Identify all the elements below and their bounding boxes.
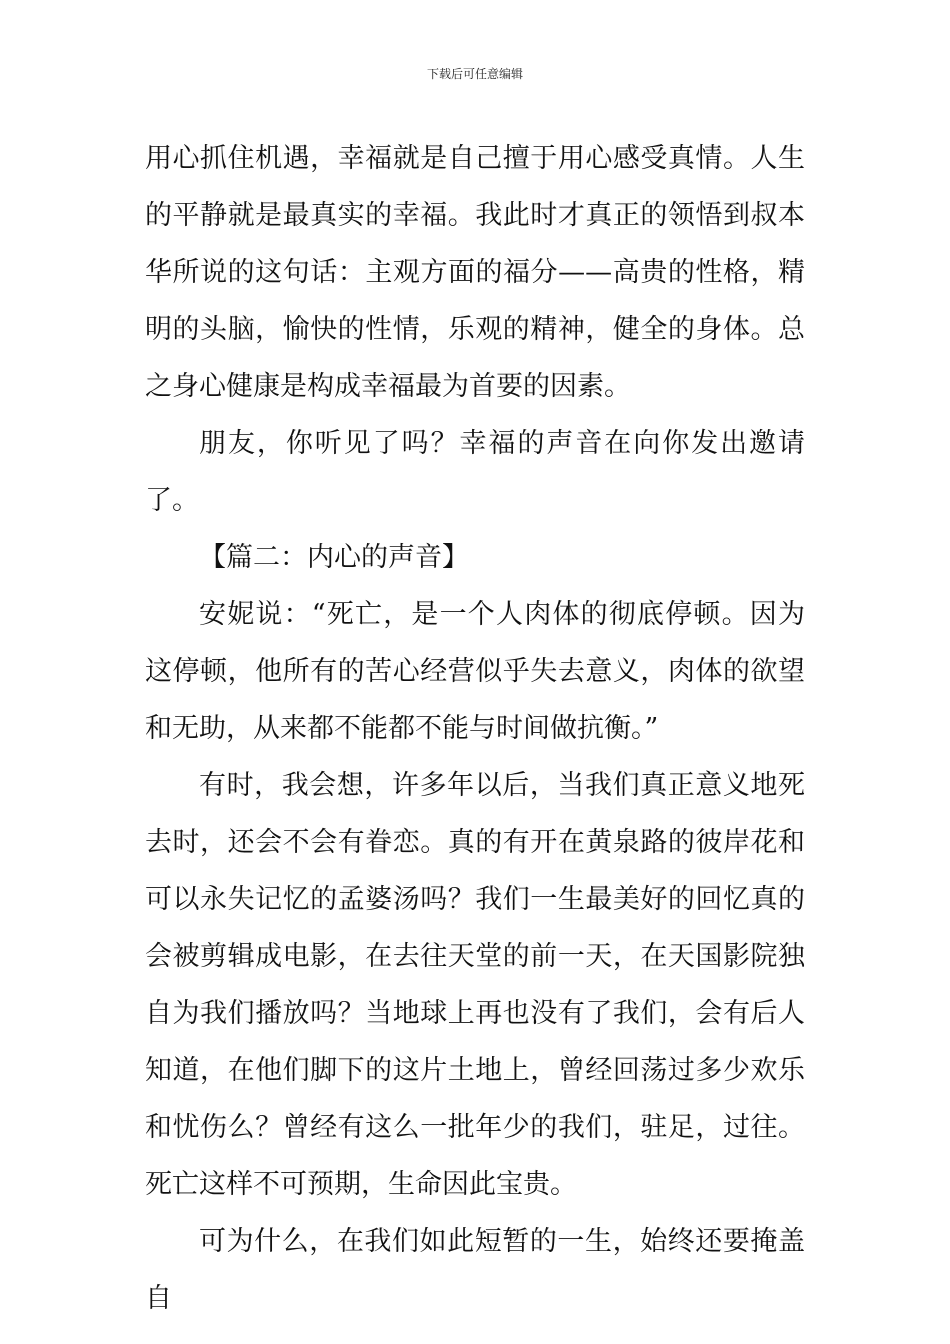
paragraph-question: 可为什么，在我们如此短暂的一生，始终还要掩盖自 bbox=[145, 1226, 805, 1314]
document-body bbox=[145, 130, 805, 1327]
paragraph-quote: 安妮说：“死亡，是一个人肉体的彻底停顿。因为这停顿，他所有的苦心经营似乎失去意义，肉体的欲望和无助，从来都不能都不能与时间做抗衡。” bbox=[145, 599, 805, 744]
section-heading: 【篇二：内心的声音】 bbox=[199, 542, 469, 573]
page-header: 下载后可任意编辑 bbox=[426, 67, 523, 81]
paragraph-invitation: 朋友，你听见了吗？幸福的声音在向你发出邀请了。 bbox=[145, 428, 805, 516]
paragraph-continuation: 用心抓住机遇，幸福就是自己擅于用心感受真情。人生的平静就是最真实的幸福。我此时才真正的领悟到叔本华所说的这句话：主观方面的福分——高贵的性格，精明的头脑，愉快的性情，乐观的精神，健全的身体。总之身心健康是构成幸福最为首要的因素。 bbox=[145, 143, 805, 402]
paragraph-reflection: 有时，我会想，许多年以后，当我们真正意义地死去时，还会不会有眷恋。真的有开在黄泉路的彼岸花和可以永失记忆的孟婆汤吗？我们一生最美好的回忆真的会被剪辑成电影，在去往天堂的前一天，在天国影院独自为我们播放吗？当地球上再也没有了我们，会有后人知道，在他们脚下的这片土地上，曾经回荡过多少欢乐和忧伤么？曾经有这么一批年少的我们，驻足，过往。死亡这样不可预期，生命因此宝贵。 bbox=[145, 770, 805, 1200]
